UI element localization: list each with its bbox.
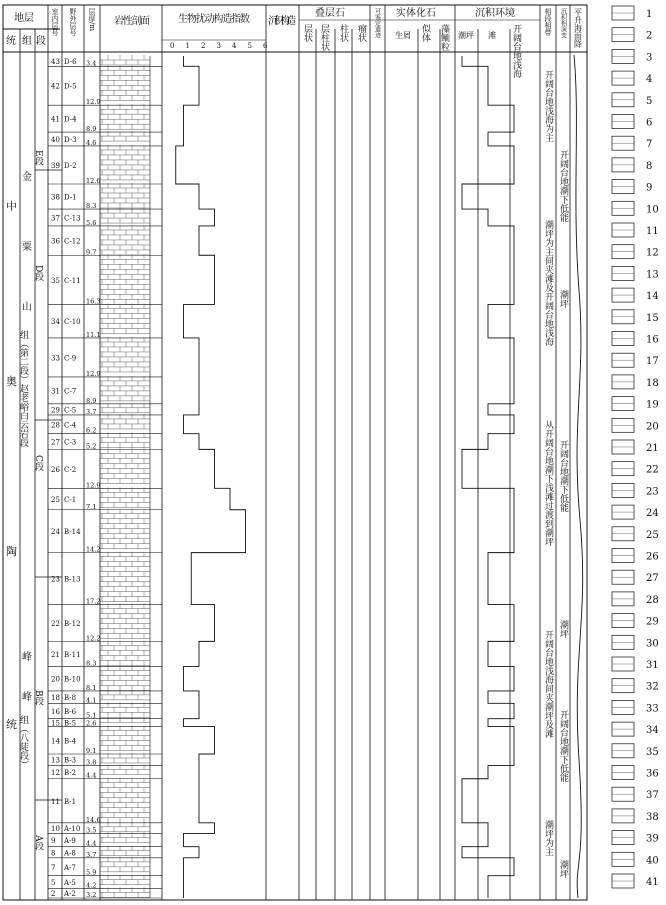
bed-number: 29 [51, 406, 60, 415]
legend-number: 28 [646, 594, 659, 606]
legend-number: 31 [646, 660, 659, 671]
bed-number: 42 [51, 82, 60, 91]
legend-item [612, 266, 659, 280]
legend [612, 6, 659, 888]
legend-number: 5 [646, 95, 653, 107]
series-char: 奥 [6, 375, 17, 388]
bed-row [48, 640, 162, 667]
legend-number: 39 [646, 833, 659, 845]
legend-item [612, 570, 659, 584]
bed-thickness: 5.6 [86, 218, 97, 227]
legend-item [612, 766, 659, 780]
member-label: D段 [33, 265, 43, 282]
bed-row [48, 552, 162, 606]
bed-field-number: B-6 [64, 707, 77, 716]
bed-number: 33 [51, 354, 60, 363]
bed-thickness: 12.6 [86, 177, 101, 186]
formation-char: 粟 [22, 242, 32, 253]
bed-row [48, 433, 162, 451]
facies-labels [543, 70, 554, 856]
bed-number: 2 [51, 890, 56, 899]
bed-row [48, 832, 162, 847]
formation-name: 组（八陡段） [18, 715, 28, 769]
bed-rows [48, 55, 162, 899]
bed-field-number: B-3 [64, 756, 77, 765]
legend-item [612, 614, 659, 628]
legend-number: 2 [646, 30, 653, 42]
header-system: 统 [6, 36, 16, 47]
bed-number: 8 [51, 849, 56, 858]
legend-number: 20 [646, 421, 659, 433]
bed-row [48, 104, 162, 133]
legend-number: 41 [646, 877, 659, 888]
bed-field-number: A-7 [64, 863, 76, 872]
bed-thickness: 14.6 [86, 815, 101, 824]
bed-number: 37 [51, 214, 60, 223]
bed-field-number: B-4 [64, 737, 77, 746]
legend-number: 13 [646, 269, 659, 281]
bio-tick-label: 4 [232, 42, 237, 50]
series-char: 陶 [6, 545, 17, 558]
strom-type-label: 层柱状 [319, 24, 329, 51]
bio-tick-label: 3 [216, 42, 221, 50]
legend-item [612, 592, 659, 606]
bed-field-number: B-1 [64, 797, 77, 806]
legend-number: 18 [646, 377, 659, 389]
bed-row [48, 822, 162, 835]
bed-number: 34 [51, 318, 60, 327]
bed-thickness: 4.4 [86, 771, 97, 780]
bed-field-number: B-2 [64, 769, 77, 778]
bed-thickness: 11.1 [86, 330, 101, 339]
bed-field-number: C-10 [64, 318, 81, 327]
bed-thickness: 7.1 [86, 502, 97, 511]
bed-field-number: D-6 [64, 58, 77, 67]
header-thickness: 层厚/m [88, 8, 96, 31]
env-type-headers [458, 24, 522, 78]
bed-row [48, 337, 162, 378]
bed-thickness: 3.7 [86, 850, 97, 859]
bed-row [48, 702, 162, 719]
bed-number: 5 [51, 878, 56, 887]
bed-number: 39 [51, 161, 60, 170]
legend-item [612, 809, 659, 823]
bed-row [48, 604, 162, 643]
header-environment: 沉积环境 [475, 8, 515, 19]
legend-number: 21 [646, 443, 659, 454]
legend-item [612, 310, 659, 324]
header-trace-fossil: 可鉴定遗迹 [373, 8, 381, 38]
bed-row [48, 764, 162, 779]
bio-tick-label: 6 [263, 42, 268, 50]
environment-curve [462, 56, 514, 898]
bed-thickness: 3.7 [86, 407, 97, 416]
legend-number: 6 [646, 117, 653, 129]
series-labels [6, 199, 17, 731]
env-type-label: 潮坪 [458, 31, 474, 40]
legend-number: 24 [646, 508, 659, 520]
legend-number: 12 [646, 247, 659, 259]
legend-number: 10 [646, 204, 659, 216]
bed-number: 23 [51, 575, 60, 584]
legend-item [612, 722, 659, 736]
bed-field-number: C-3 [64, 438, 77, 447]
bed-row [48, 183, 162, 210]
member-label: A段 [33, 835, 43, 851]
legend-number: 37 [646, 790, 659, 802]
sealevel-label: 潮坪 [558, 860, 568, 878]
legend-item [612, 549, 659, 563]
header-bioturbation: 生物扰动构造指数 [178, 14, 250, 25]
sealevel-label: 潮坪 [558, 620, 568, 638]
bed-thickness: 4.2 [86, 881, 97, 890]
bed-thickness: 9.7 [86, 248, 97, 257]
bed-row [48, 131, 162, 147]
bed-thickness: 8.9 [86, 396, 97, 405]
legend-item [612, 28, 652, 42]
header-bed-no: 室内层号 [51, 8, 59, 36]
bed-row [48, 254, 162, 305]
bed-number: 16 [51, 707, 60, 716]
bed-thickness: 5.2 [86, 442, 97, 451]
header-strata: 地层 [14, 13, 34, 24]
bio-tick-label: 2 [201, 42, 206, 50]
legend-item [612, 831, 659, 845]
bed-field-number: B-12 [64, 619, 81, 628]
strom-type-label: 瘤状 [356, 24, 366, 42]
legend-number: 15 [646, 312, 659, 324]
sealevel-label: 潮坪 [558, 290, 568, 308]
body-type-label: 似体 [420, 24, 430, 42]
bed-field-number: C-4 [64, 421, 77, 430]
formation-char: 山 [22, 302, 32, 313]
bed-field-number: D-4 [64, 115, 77, 124]
legend-number: 19 [646, 399, 659, 411]
legend-number: 35 [646, 746, 659, 758]
header-sea-level: 沉积相演变 [559, 8, 567, 38]
legend-item [612, 49, 652, 63]
legend-item [612, 787, 659, 801]
header-group: 组 [22, 36, 32, 47]
bed-row [48, 690, 162, 704]
legend-item [612, 852, 659, 866]
legend-number: 30 [646, 638, 659, 650]
legend-item [612, 527, 659, 541]
bed-thickness: 8.3 [86, 659, 97, 668]
legend-item [612, 505, 659, 519]
bed-row [48, 55, 162, 67]
legend-number: 1 [646, 9, 653, 20]
header-sea-change: 平升海面降 [573, 8, 583, 48]
legend-item [612, 93, 652, 107]
sealevel-label: 开阔台地潮下低能 [558, 150, 568, 222]
bed-row [48, 718, 162, 728]
legend-number: 25 [646, 529, 659, 541]
bed-number: 26 [51, 465, 60, 474]
bed-number: 18 [51, 694, 60, 703]
bed-number: 25 [51, 496, 60, 505]
bed-number: 28 [51, 421, 60, 430]
legend-item [612, 375, 659, 389]
bed-thickness: 4.4 [86, 839, 97, 848]
legend-number: 22 [646, 464, 659, 476]
bed-thickness: 4.6 [86, 138, 97, 147]
bed-number: 11 [51, 797, 60, 806]
bio-tick-label: 0 [170, 42, 175, 50]
legend-number: 40 [646, 855, 659, 867]
bed-thickness: 12.9 [86, 481, 101, 490]
bio-tick-label: 5 [247, 42, 252, 50]
bed-field-number: A-8 [64, 849, 76, 858]
bed-row [48, 509, 162, 554]
bed-number: 20 [51, 675, 60, 684]
bed-field-number: B-11 [64, 650, 81, 659]
bed-field-number: B-5 [64, 719, 77, 728]
bed-number: 27 [51, 438, 60, 447]
strom-type-headers [302, 23, 367, 52]
formation-char: 金 [22, 172, 32, 183]
bed-thickness: 9.1 [86, 746, 97, 755]
bed-field-number: C-5 [64, 406, 77, 415]
bed-number: 41 [51, 115, 60, 124]
bed-row [48, 753, 162, 766]
legend-number: 9 [646, 182, 653, 194]
bed-thickness: 6.2 [86, 426, 97, 435]
legend-number: 16 [646, 334, 659, 346]
bed-thickness: 12.2 [86, 634, 101, 643]
bed-thickness: 2.6 [86, 719, 97, 728]
bed-field-number: D-3 [64, 136, 77, 145]
legend-item [612, 201, 659, 215]
bed-number: 35 [51, 276, 60, 285]
facies-label: 开阔台地浅海为主 [543, 70, 553, 142]
legend-number: 34 [646, 725, 659, 737]
bed-thickness: 5.9 [86, 868, 97, 877]
bed-row [48, 376, 162, 405]
sea-level-curve [574, 55, 583, 898]
legend-item [612, 635, 659, 649]
bed-field-number: C-9 [64, 354, 77, 363]
formation-char: 峰 [22, 652, 32, 663]
bed-field-number: C-12 [64, 237, 81, 246]
env-type-label: 滩 [488, 31, 496, 40]
bed-row [48, 726, 162, 755]
sealevel-label: 开阔台地潮下低能 [558, 710, 568, 782]
legend-item [612, 397, 659, 411]
bed-field-number: D-5 [64, 82, 77, 91]
bed-field-number: B-14 [64, 528, 81, 537]
legend-item [612, 700, 659, 714]
legend-item [612, 874, 659, 888]
bed-row [48, 778, 162, 824]
legend-item [612, 6, 652, 20]
legend-number: 8 [646, 160, 653, 172]
facies-label: 从开阔台地潮下浅滩过渡到潮坪 [543, 420, 553, 546]
sealevel-label: 开阔台地潮下低能 [558, 440, 568, 512]
strom-type-label: 层状 [302, 24, 312, 42]
legend-number: 17 [646, 356, 659, 368]
bed-number: 15 [51, 719, 60, 728]
legend-number: 23 [646, 486, 659, 498]
member-label: B段 [33, 690, 43, 706]
env-type-label: 开阔台地浅海 [511, 24, 521, 78]
bed-thickness: 8.3 [86, 202, 97, 211]
bed-row [48, 857, 162, 877]
bed-field-number: A-5 [64, 878, 76, 887]
legend-item [612, 462, 659, 476]
bed-field-number: A-9 [64, 837, 76, 846]
legend-number: 32 [646, 681, 659, 693]
facies-label: 潮坪为主 [543, 820, 553, 856]
legend-number: 38 [646, 811, 659, 823]
bed-number: 7 [51, 863, 56, 872]
bed-thickness: 3.4 [86, 59, 97, 68]
body-type-headers [395, 23, 450, 52]
facies-label: 开阔台地浅海间夹潮坪及滩 [543, 630, 553, 738]
legend-number: 11 [646, 226, 659, 237]
series-char: 中 [6, 200, 17, 213]
member-label: C段 [33, 455, 43, 471]
bed-number: 38 [51, 193, 60, 202]
bed-number: 36 [51, 237, 60, 246]
bed-row [48, 414, 162, 435]
header-stromatolite: 叠层石 [315, 8, 345, 19]
bed-field-number: C-2 [64, 465, 77, 474]
bed-thickness: 4.1 [86, 696, 97, 705]
header-sed-structure: 沉积构造 [268, 16, 296, 27]
header-field-no: 野外层号 [69, 8, 77, 36]
header-lithology: 岩性剖面 [114, 16, 150, 27]
header-member: 段 [36, 36, 46, 47]
bed-row [48, 875, 162, 890]
bed-thickness: 8.9 [86, 125, 97, 134]
legend-number: 29 [646, 616, 659, 628]
bed-row [48, 665, 162, 691]
bed-thickness: 16.3 [86, 297, 101, 306]
bed-thickness: 12.9 [86, 369, 101, 378]
bed-number: 24 [51, 528, 60, 537]
bed-field-number: B-10 [64, 675, 81, 684]
legend-item [612, 245, 659, 259]
formation-char: 峰 [22, 692, 32, 703]
bed-thickness: 5.1 [86, 711, 97, 720]
legend-item [612, 71, 652, 85]
legend-item [612, 353, 659, 367]
bed-row [48, 403, 162, 416]
bed-thickness: 3.8 [86, 758, 97, 767]
body-type-label: 藻鲕粒 [439, 24, 449, 51]
bed-number: 12 [51, 769, 60, 778]
legend-item [612, 657, 659, 671]
bed-field-number: C-13 [64, 214, 81, 223]
bioturbation-curve [176, 56, 246, 898]
bed-field-number: D-1 [64, 193, 77, 202]
bed-row [48, 487, 162, 510]
bed-thickness: 14.2 [86, 545, 101, 554]
bed-row [48, 303, 162, 339]
legend-item [612, 115, 652, 129]
bio-tick-labels [170, 42, 268, 50]
bed-field-number: D-2 [64, 161, 77, 170]
legend-item [612, 440, 659, 454]
bed-field-number: C-1 [64, 496, 77, 505]
legend-number: 4 [646, 74, 653, 86]
header-body-fossil: 实体化石 [396, 8, 436, 19]
bed-row [48, 208, 162, 227]
bed-field-number: C-11 [64, 276, 81, 285]
bed-number: 43 [51, 58, 60, 67]
member-label: E段 [33, 150, 43, 166]
bed-row [48, 225, 162, 256]
legend-item [612, 483, 659, 497]
strom-type-label: 柱状 [338, 24, 348, 42]
bed-field-number: A-10 [64, 825, 81, 834]
legend-number: 14 [646, 291, 659, 303]
legend-number: 36 [646, 768, 659, 780]
bio-tick-label: 1 [185, 42, 190, 50]
bed-row [48, 448, 162, 489]
bed-number: 31 [51, 387, 60, 396]
bed-number: 9 [51, 837, 56, 846]
legend-item [612, 223, 659, 237]
bed-number: 10 [51, 825, 60, 834]
legend-item [612, 180, 652, 194]
facies-label: 潮坪为主间夹滩及开阔台地浅海 [543, 220, 553, 346]
legend-item [612, 744, 659, 758]
bed-field-number: B-8 [64, 694, 77, 703]
legend-item [612, 136, 652, 150]
bed-number: 22 [51, 619, 60, 628]
bed-field-number: C-7 [64, 387, 77, 396]
bed-thickness: 12.9 [86, 98, 101, 107]
legend-number: 7 [646, 139, 653, 151]
bed-number: 14 [51, 737, 60, 746]
bed-row [48, 145, 162, 185]
bed-field-number: A-2 [64, 890, 76, 899]
legend-number: 27 [646, 573, 659, 585]
bed-row [48, 846, 162, 859]
bed-thickness: 17.2 [86, 597, 101, 606]
bed-thickness: 8.1 [86, 683, 97, 692]
legend-item [612, 332, 659, 346]
legend-number: 3 [646, 52, 653, 64]
bed-field-number: B-13 [64, 575, 81, 584]
bed-thickness: 3.5 [86, 826, 97, 835]
header-facies-belt: 相段相带 [544, 8, 552, 36]
bed-number: 13 [51, 756, 60, 765]
bed-number: 21 [51, 650, 60, 659]
bed-number: 40 [51, 136, 60, 145]
bed-thickness: 3.2 [86, 891, 97, 899]
legend-item [612, 288, 659, 302]
sealevel-labels [558, 150, 569, 879]
legend-item [612, 158, 652, 172]
series-char: 统 [6, 718, 17, 731]
bed-row [48, 65, 162, 106]
bed-row [48, 887, 162, 899]
legend-item [612, 679, 659, 693]
legend-number: 33 [646, 703, 659, 715]
body-type-label: 生屑 [395, 31, 411, 40]
legend-number: 26 [646, 551, 659, 563]
formation-name: 组（第二段）赵老峪白云岩段 [18, 330, 28, 447]
legend-item [612, 418, 659, 432]
